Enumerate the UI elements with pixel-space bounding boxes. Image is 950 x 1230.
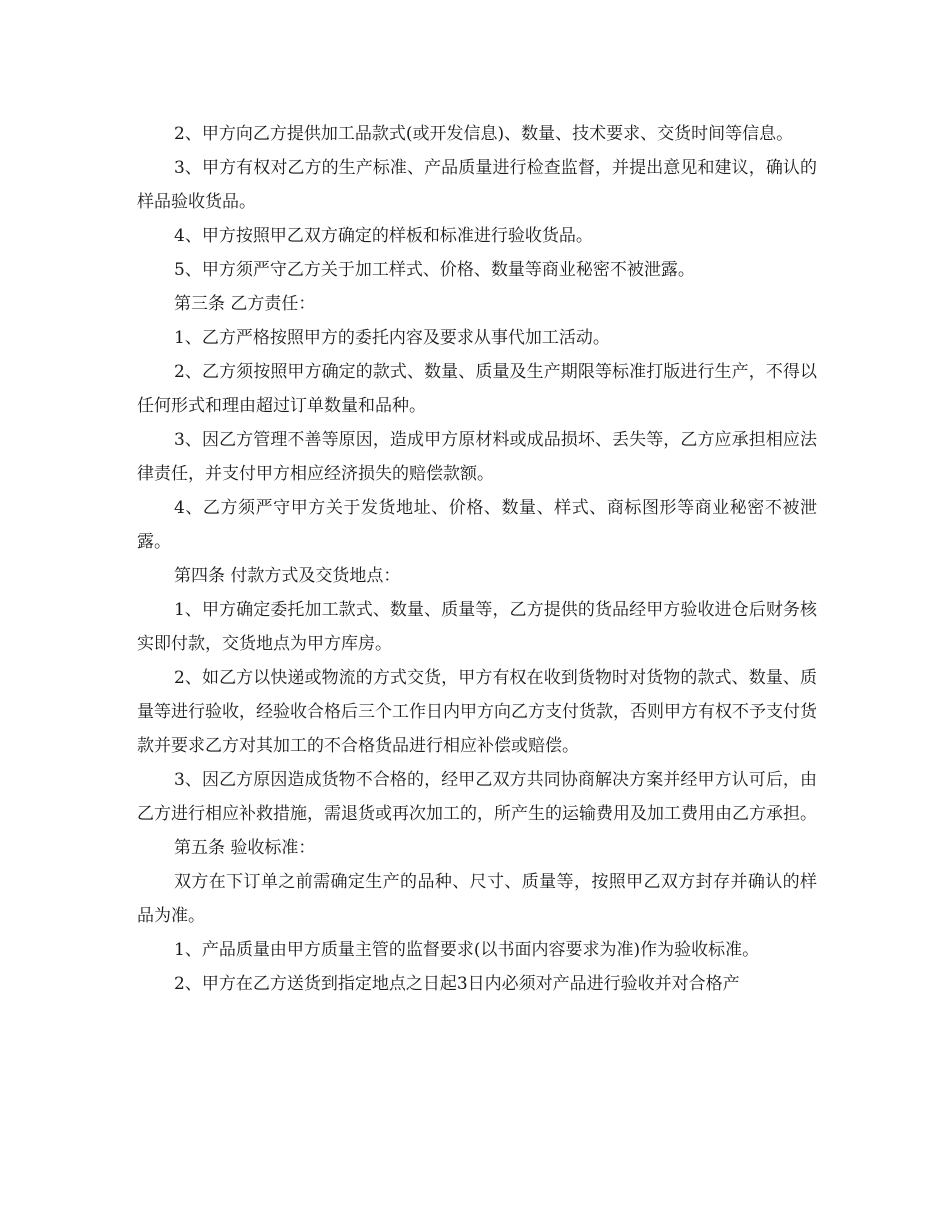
section-heading-article-4: 第四条 付款方式及交货地点： (174, 566, 401, 586)
paragraph-party-a-item-2: 2、甲方向乙方提供加工品款式(或开发信息)、数量、技术要求、交货时间等信息。 (174, 124, 794, 144)
paragraph-acceptance-intro: 双方在下订单之前需确定生产的品种、尺寸、质量等，按照甲乙双方封存并确认的样品为准。 (137, 872, 817, 926)
paragraph-party-a-item-4: 4、甲方按照甲乙双方确定的样板和标准进行验收货品。 (174, 226, 593, 246)
paragraph-party-b-item-4: 4、乙方须严守甲方关于发货地址、价格、数量、样式、商标图形等商业秘密不被泄露。 (137, 498, 817, 552)
paragraph-party-a-item-5: 5、甲方须严守乙方关于加工样式、价格、数量等商业秘密不被泄露。 (174, 260, 695, 280)
paragraph-payment-item-2: 2、如乙方以快递或物流的方式交货，甲方有权在收到货物时对货物的款式、数量、质量等进行验收，经验收合格后三个工作日内甲方向乙方支付货款，否则甲方有权不予支付货款并要求乙方对其加工的不合格货品进行相应补偿或赔偿。 (137, 668, 817, 756)
paragraph-acceptance-item-1: 1、产品质量由甲方质量主管的监督要求(以书面内容要求为准)作为验收标准。 (174, 940, 760, 960)
paragraph-payment-item-1: 1、甲方确定委托加工款式、数量、质量等，乙方提供的货品经甲方验收进仓后财务核实即付款，交货地点为甲方库房。 (137, 600, 817, 654)
paragraph-party-b-item-2: 2、乙方须按照甲方确定的款式、数量、质量及生产期限等标准打版进行生产，不得以任何形式和理由超过订单数量和品种。 (137, 362, 817, 416)
paragraph-payment-item-3: 3、因乙方原因造成货物不合格的，经甲乙双方共同协商解决方案并经甲方认可后，由乙方进行相应补救措施，需退货或再次加工的，所产生的运输费用及加工费用由乙方承担。 (137, 770, 817, 824)
paragraph-acceptance-item-2: 2、甲方在乙方送货到指定地点之日起3日内必须对产品进行验收并对合格产 (174, 974, 740, 994)
section-heading-article-5: 第五条 验收标准： (174, 838, 316, 858)
section-heading-article-3: 第三条 乙方责任： (174, 294, 316, 314)
paragraph-party-b-item-1: 1、乙方严格按照甲方的委托内容及要求从事代加工活动。 (174, 328, 610, 348)
document-body (137, 117, 817, 1001)
paragraph-party-b-item-3: 3、因乙方管理不善等原因，造成甲方原材料或成品损坏、丢失等，乙方应承担相应法律责任，并支付甲方相应经济损失的赔偿款额。 (137, 430, 817, 484)
paragraph-party-a-item-3: 3、甲方有权对乙方的生产标准、产品质量进行检查监督，并提出意见和建议，确认的样品验收货品。 (137, 158, 817, 212)
